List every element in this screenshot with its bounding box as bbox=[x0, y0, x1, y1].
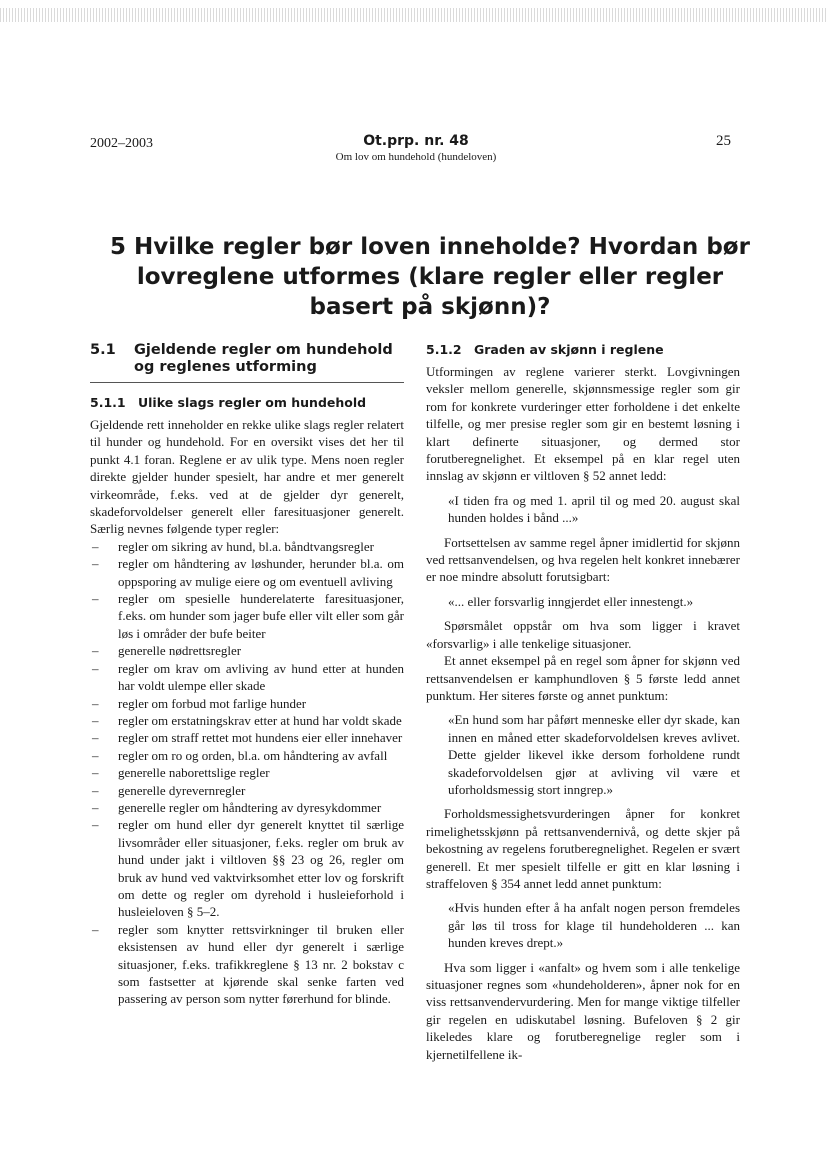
rule-type-list bbox=[90, 538, 404, 1008]
list-item: – regler om spesielle hunderelaterte faresituasjoner, f.eks. om hunder som jager bufe eller vilt eller som går løs i områder der bufe beiter bbox=[90, 590, 404, 642]
subsection-number: 5.1.1 bbox=[90, 395, 126, 410]
header-years: 2002–2003 bbox=[90, 136, 153, 151]
subsection-title: Ulike slags regler om hundehold bbox=[138, 395, 367, 410]
intro-paragraph: Gjeldende rett inneholder en rekke ulike slags regler relatert til hunder og hundehold. For en oversikt vises det her til punkt 4.1 foran. Reglene er av ulik type. Mens noen regler direkte gjelder hunder spesielt, har andre et mer generelt virkeområde, f.eks. ved at de gjelder dyr generelt, skadeforvoldelser generelt eller faresituasjoner generelt. Særlig nevnes følgende typer regler: bbox=[90, 417, 404, 537]
right-column bbox=[426, 342, 740, 1063]
list-item: – generelle nødrettsregler bbox=[90, 642, 404, 659]
page-number: 25 bbox=[716, 133, 731, 149]
subsection-heading bbox=[90, 395, 404, 411]
list-item: – generelle regler om håndtering av dyresykdommer bbox=[90, 799, 404, 816]
list-item: – regler om sikring av hund, bl.a. båndtvangsregler bbox=[90, 538, 404, 555]
list-item: – regler om forbud mot farlige hunder bbox=[90, 695, 404, 712]
paragraph: Fortsettelsen av samme regel åpner imidlertid for skjønn ved rettsanvendelsen, og hva regelen helt konkret innebærer er noe mindre absolutt forutsigbart: bbox=[426, 534, 740, 585]
scan-noise-strip bbox=[0, 8, 826, 22]
paragraph: Forholdsmessighetsvurderingen åpner for konkret rimelighetsskjønn på rettsanvendernivå, og dette skjer på bekostning av regelens forutberegnelighet. Regelen er svært generell. Et mer spesielt tilfelle er gitt en klar løsning i straffeloven § 354 annet ledd annet punktum: bbox=[426, 806, 740, 891]
quote: «Hvis hunden efter å ha anfalt nogen person fremdeles går løs til tross for klage til hundeholderen ... kan hunden kreves drept.» bbox=[448, 900, 740, 951]
chapter-title: 5 Hvilke regler bør loven inneholde? Hvordan bør lovreglene utformes (klare regler eller regler basert på skjønn)? bbox=[110, 234, 750, 320]
list-item: – regler om håndtering av løshunder, herunder bl.a. om oppsporing av mulige eiere og om eventuell avliving bbox=[90, 555, 404, 590]
quote: «I tiden fra og med 1. april til og med 20. august skal hunden holdes i bånd ...» bbox=[448, 492, 740, 526]
section-heading bbox=[90, 342, 404, 376]
section-title: Gjeldende regler om hundehold og reglenes utforming bbox=[134, 342, 393, 375]
subsection-title: Graden av skjønn i reglene bbox=[474, 342, 664, 357]
section-rule bbox=[90, 382, 404, 383]
paragraph: Hva som ligger i «anfalt» og hvem som i alle tenkelige situasjoner regnes som «hundeholderen», åpner nok for en viss rettsanvendervurdering. Men for mange viktige tilfeller gir regelen en udiskutabel løsning. Bufeloven § 2 gir likeledes klare og forutberegnelige regler som i kjernetilfellene ik- bbox=[426, 959, 740, 1062]
document-subtitle: Om lov om hundehold (hundeloven) bbox=[335, 151, 497, 163]
list-item: – regler om erstatningskrav etter at hund har voldt skade bbox=[90, 712, 404, 729]
paragraph: Utformingen av reglene varierer sterkt. Lovgivningen veksler mellom generelle, skjønnsmessige regler som gir rom for konkrete vurderinger etter forholdene i det enkelte tilfelle, og mer presise regler som gir en bestemt løsning i klart definerte situasjoner, og dermed stor forutberegnelighet. Et eksempel på en klar regel uten innslag av skjønn er viltloven § 52 annet ledd: bbox=[426, 364, 740, 484]
left-column bbox=[90, 342, 404, 1008]
quote: «En hund som har påført menneske eller dyr skade, kan innen en måned etter skadeforvoldelsen kreves avlivet. Dette gjelder likevel ikke dersom forholdene rundt skadeforvoldelsen gjør at avliving vil være et uforholdsmessig stort inngrep.» bbox=[448, 712, 740, 797]
list-item: – regler om straff rettet mot hundens eier eller innehaver bbox=[90, 729, 404, 746]
list-item: – regler om hund eller dyr generelt knyttet til særlige livsområder eller situasjoner, f.eks. regler om bruk av hund under jakt i viltloven §§ 23 og 26, regler om bruk av hund ved vaktvirksomhet etter lov og forskrift om dette og regler om dyrehold i husleieforhold i husleieloven § 5–2. bbox=[90, 816, 404, 920]
list-item: – regler som knytter rettsvirkninger til bruken eller eksistensen av hund eller dyr generelt i særlige situasjoner, f.eks. trafikkreglene § 13 nr. 2 bokstav c som fastsetter at kjørende skal senke farten ved passering av person som nytter førerhund for blinde. bbox=[90, 921, 404, 1008]
list-item: – regler om krav om avliving av hund etter at hunden har voldt ulempe eller skade bbox=[90, 660, 404, 695]
list-item: – generelle naborettslige regler bbox=[90, 764, 404, 781]
subsection-heading bbox=[426, 342, 740, 358]
list-item: – generelle dyrevernregler bbox=[90, 782, 404, 799]
section-number: 5.1 bbox=[90, 342, 116, 358]
paragraph: Et annet eksempel på en regel som åpner for skjønn ved rettsanvendelsen er kamphundloven § 5 første ledd annet punktum. Her siteres første og annet punktum: bbox=[426, 653, 740, 703]
header-center bbox=[226, 133, 606, 163]
document-title: Ot.prp. nr. 48 bbox=[363, 133, 469, 149]
paragraph: Spørsmålet oppstår om hva som ligger i kravet «forsvarlig» i alle tenkelige situasjoner. bbox=[426, 618, 740, 651]
subsection-number: 5.1.2 bbox=[426, 342, 462, 357]
list-item: – regler om ro og orden, bl.a. om håndtering av avfall bbox=[90, 747, 404, 764]
quote: «... eller forsvarlig inngjerdet eller innestengt.» bbox=[448, 593, 694, 609]
